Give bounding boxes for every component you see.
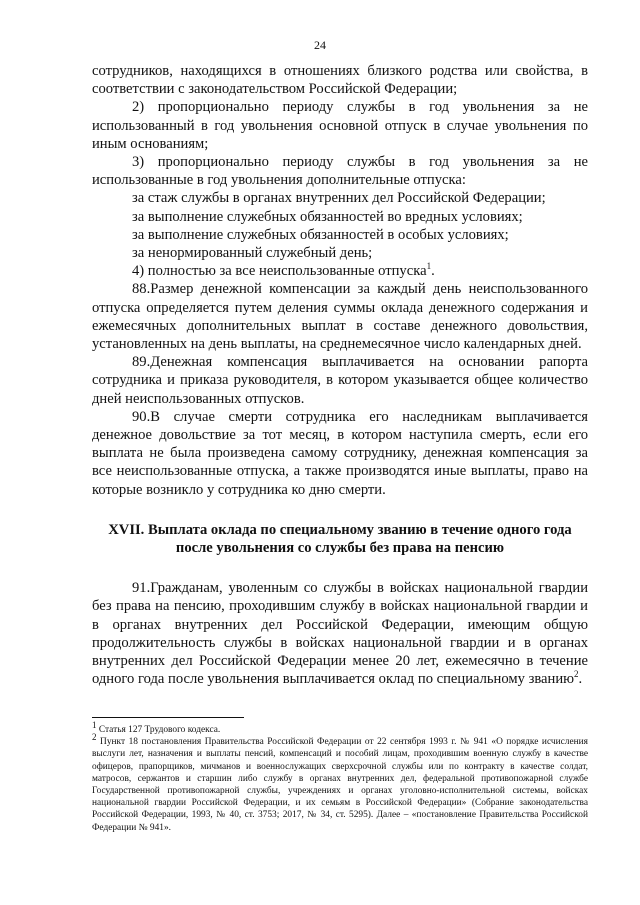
footnote-1-text: Статья 127 Трудового кодекса. <box>96 725 221 735</box>
paragraph-91-text: 91.Гражданам, уволенным со службы в войсках национальной гвардии без права на пенсию, проходившим службу в войсках национальной гвардии и в органах внутренних дел Российской Федерации, имеющим общую продолжительность службы в войсках национальной гвардии и в органах внутренних дел Российской Федерации менее 20 лет, ежемесячно в течение одного года после увольнения выплачивается оклад по специальному званию <box>92 580 588 688</box>
paragraph-continuation: сотрудников, находящихся в отношениях близкого родства или свойства, в соответствии с законодательством Российской Федерации; <box>92 63 588 98</box>
paragraph-88: 88.Размер денежной компенсации за каждый день неиспользованного отпуска определяется путем деления суммы оклада денежного содержания и ежемесячных дополнительных выплат в составе денежного довольствия, установленных на день выплаты, на среднемесячное число календарных дней. <box>92 281 588 353</box>
paragraph-91-tail: . <box>578 671 583 688</box>
list-item-experience: за стаж службы в органах внутренних дел Российской Федерации; <box>132 190 546 207</box>
document-body <box>92 62 588 689</box>
footnote-1 <box>92 719 588 736</box>
list-item-special-conditions: за выполнение служебных обязанностей в особых условиях; <box>132 226 509 243</box>
footnote-ref-1[interactable]: 1 <box>426 261 432 272</box>
footnote-mark-1: 1 <box>92 719 97 730</box>
footnote-ref-2[interactable]: 2 <box>574 669 579 680</box>
section-heading: XVII. Выплата оклада по специальному званию в течение одного года после увольнения со службы без права на пенсию <box>108 521 572 557</box>
footnote-2-text: Пункт 18 постановления Правительства Российской Федерации от 22 сентября 1993 г. № 941 «О порядке исчисления выслуги лет, назначения и выплаты пенсий, компенсаций и пособий лицам, проходившим военную службу в качестве офицеров, прапорщиков, мичманов и военнослужащих сверхсрочной службы или по контракту в качестве солдат, матросов, сержантов и старшин либо службу в органах внутренних дел, федеральной противопожарной службе Государственной противопожарной службы, учреждениях и органах уголовно-исполнительной системы, войсках национальной гвардии Российской Федерации, и их семьям в Российской Федерации» (Собрание законодательства Российской Федерации, 1993, № 40, ст. 3753; 2017, № 34, ст. 5295). Далее – «постановление Правительства Российской Федерации № 941». <box>92 737 588 833</box>
paragraph-item-4 <box>92 262 588 280</box>
paragraph-item-3: 3) пропорционально периоду службы в год увольнения за не использованные в год увольнения дополнительные отпуска: <box>92 154 588 189</box>
paragraph-item-2: 2) пропорционально периоду службы в год увольнения за не использованный в год увольнения основной отпуск в случае увольнения по иным основаниям; <box>92 99 588 152</box>
list-item-harmful-conditions: за выполнение служебных обязанностей во вредных условиях; <box>132 208 523 225</box>
footnotes <box>92 719 588 834</box>
list-item-irregular-day: за ненормированный служебный день; <box>132 245 373 262</box>
footnote-divider <box>92 717 244 718</box>
paragraph-item-4-tail: . <box>431 263 435 280</box>
paragraph-91 <box>92 579 588 688</box>
footnote-2 <box>92 732 588 834</box>
paragraph-90: 90.В случае смерти сотрудника его наследникам выплачивается денежное довольствие за тот месяц, в котором наступила смерть, если его выплата не была произведена самому сотруднику, денежная компенсация за все неиспользованные отпуска, а также производятся иные выплаты, право на которые возникло у сотрудника ко дню смерти. <box>92 408 588 498</box>
paragraph-89: 89.Денежная компенсация выплачивается на основании рапорта сотрудника и приказа руководителя, в котором указывается общее количество дней неиспользованных отпусков. <box>92 354 588 407</box>
paragraph-item-4-text: 4) полностью за все неиспользованные отпуска <box>132 263 427 280</box>
page-number: 24 <box>314 38 326 52</box>
footnote-mark-2: 2 <box>92 732 97 743</box>
